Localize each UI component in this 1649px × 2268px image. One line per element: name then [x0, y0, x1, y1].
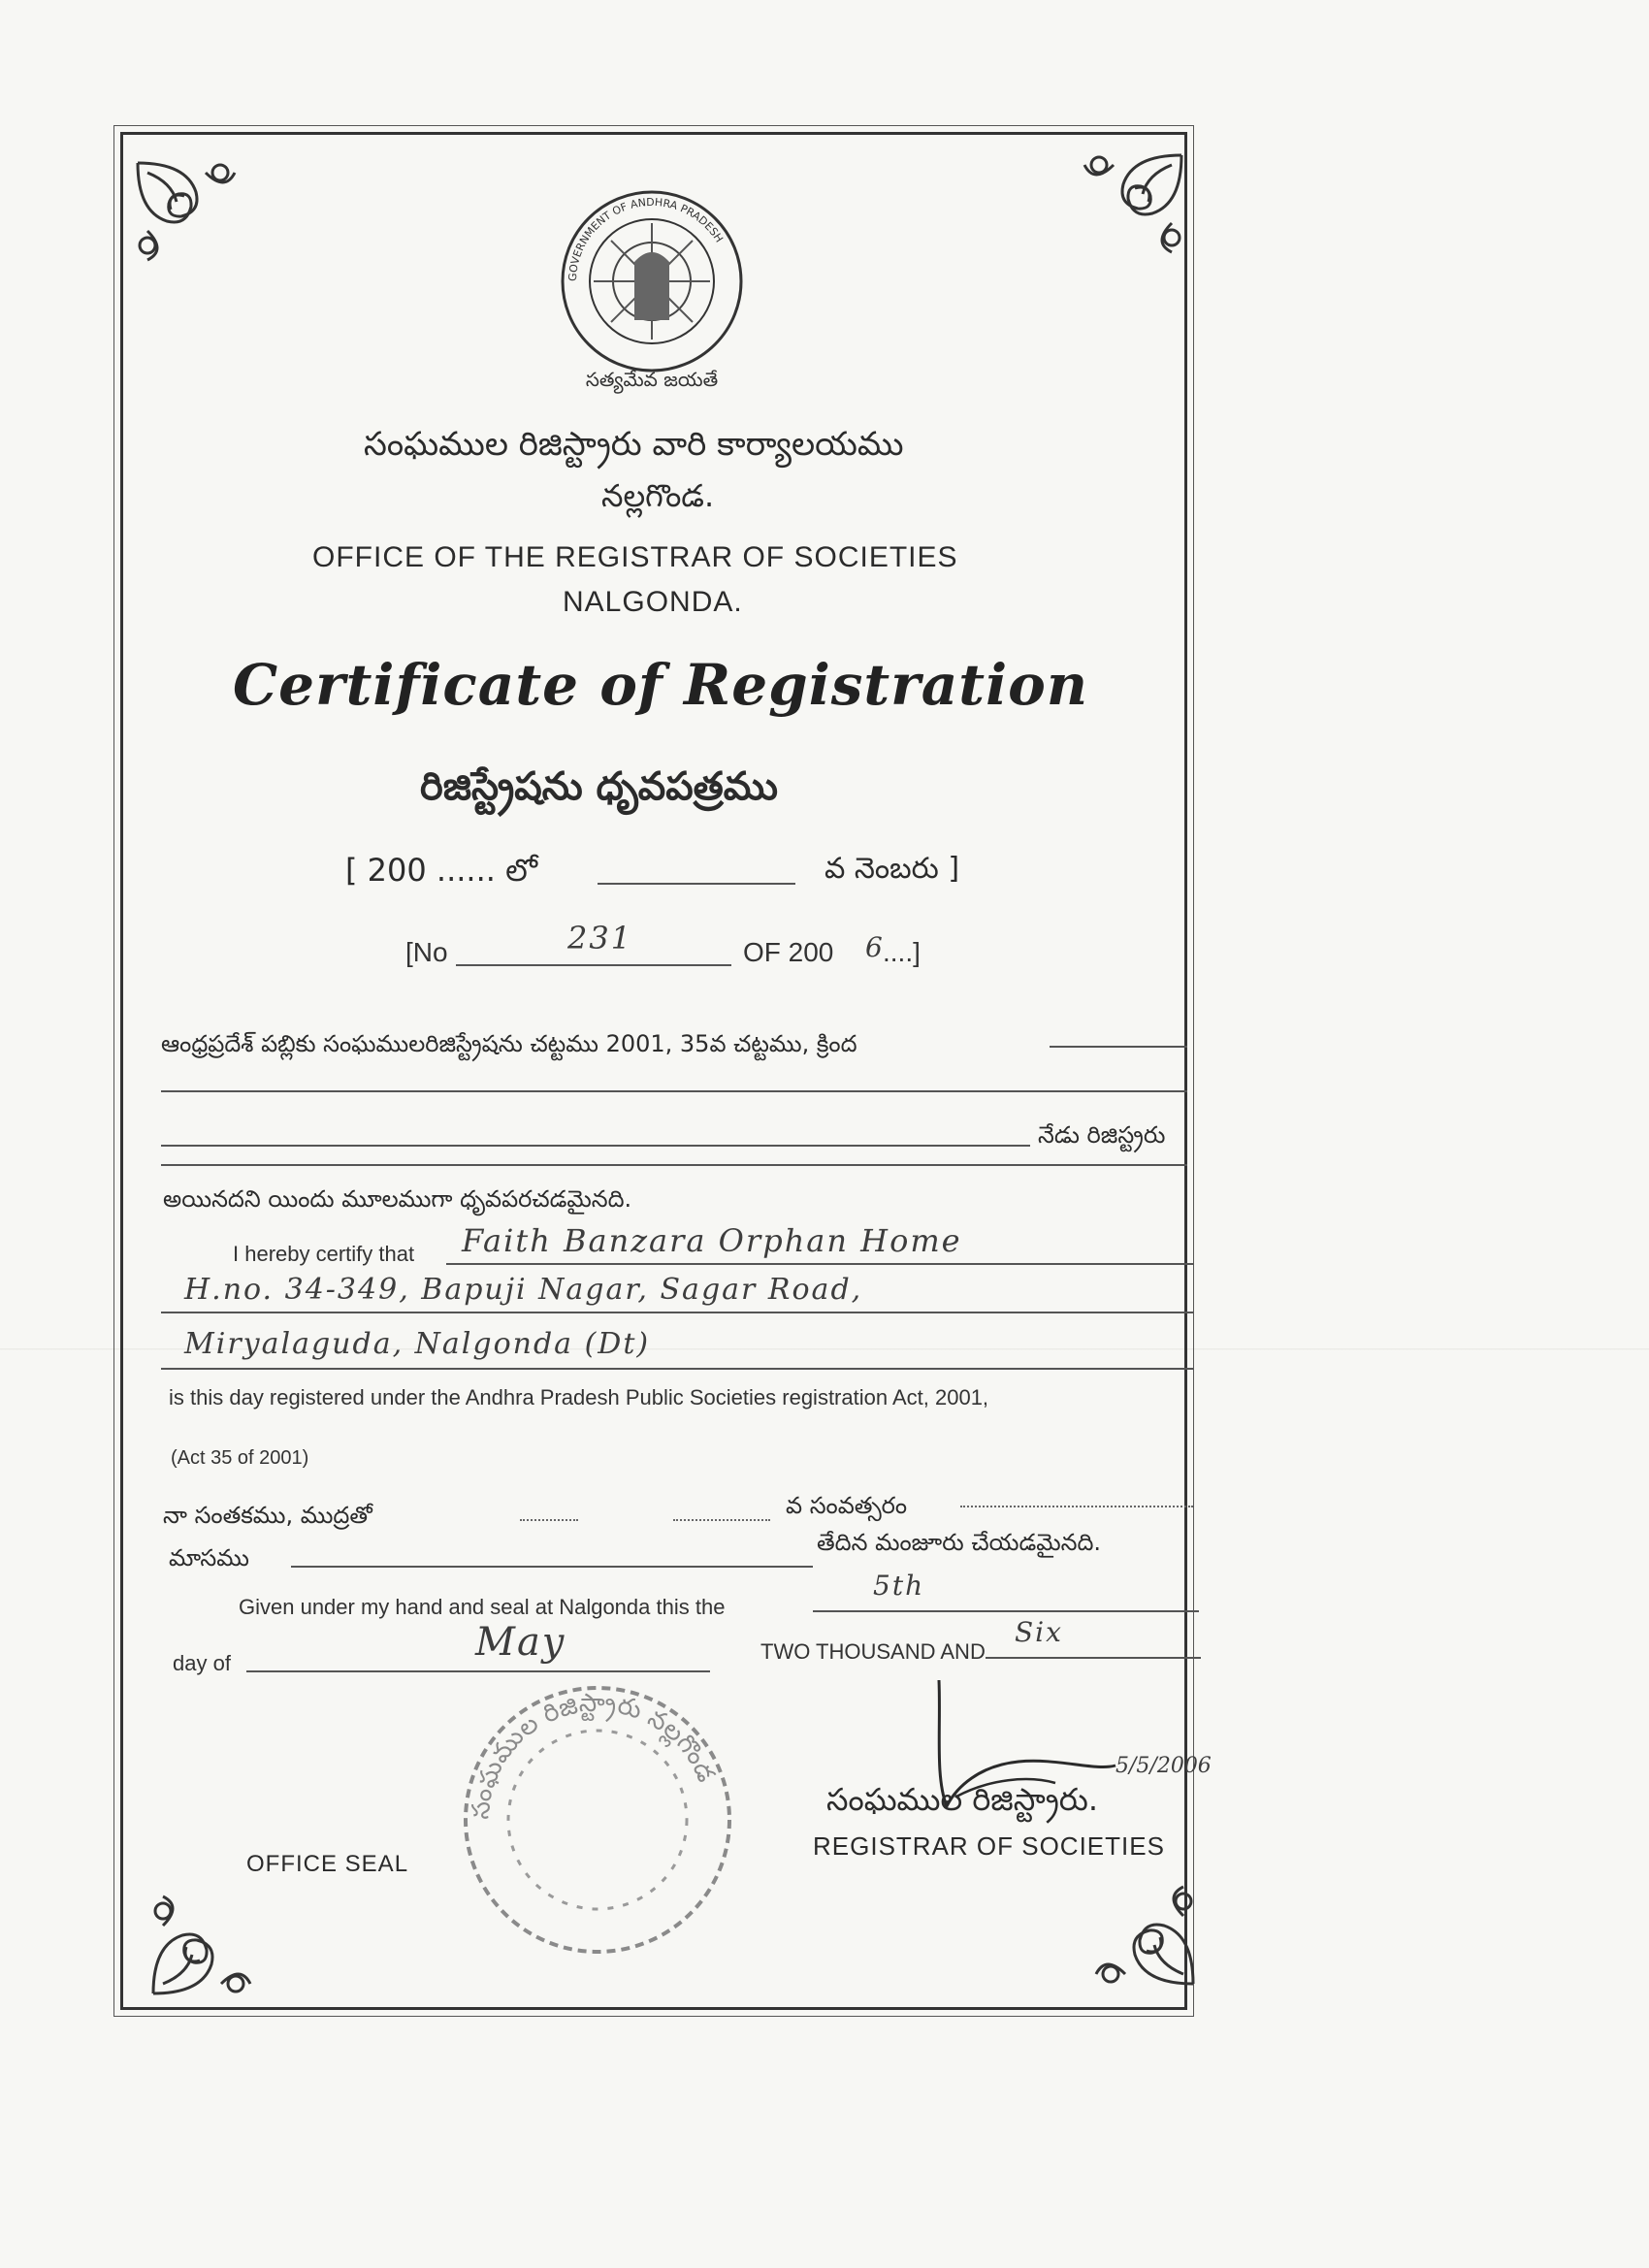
seal-ring-text: సంఘముల రిజిస్ట్రారు నల్లగొండ: [466, 1688, 722, 1821]
registration-year-digit: 6: [865, 931, 885, 963]
telugu-year-mid: వ సంవత్సరం: [786, 1492, 908, 1519]
registered-line2: (Act 35 of 2001): [171, 1447, 309, 1469]
telugu-blank-line-1: [161, 1090, 1187, 1092]
given-day-line: [813, 1610, 1199, 1612]
certify-name-line: [446, 1263, 1193, 1265]
state-emblem: [555, 184, 749, 398]
telugu-act-line: ఆంధ్రప్రదేశ్ పబ్లికు సంఘములరిజిస్ట్రేషను చట్టము 2001, 35వ చట్టము, క్రింద: [161, 1030, 857, 1057]
corner-ornament-top-right: [1065, 146, 1191, 272]
number-telugu-open: [ 200 ...... లో: [345, 852, 538, 889]
office-telugu-line1: సంఘముల రిజిస్ట్రారు వారి కార్యాలయము: [364, 425, 904, 464]
given-month: May: [475, 1620, 566, 1665]
two-thousand-label: TWO THOUSAND AND: [760, 1639, 986, 1664]
number-of: OF 200: [743, 937, 834, 967]
telugu-blank-line-2: [161, 1145, 1030, 1147]
office-english-line1: OFFICE OF THE REGISTRAR OF SOCIETIES: [312, 541, 958, 573]
number-telugu-blank: [598, 883, 795, 885]
office-telugu-line2: నల్లగొండ.: [601, 477, 715, 514]
office-seal-stamp: [454, 1676, 741, 1963]
telugu-month-suffix: తేదిన మంజూరు చేయడమైనది.: [817, 1529, 1102, 1556]
telugu-certified: అయినదని యిందు మూలముగా ధృవపరచడమైనది.: [163, 1185, 632, 1213]
telugu-year-blank-3: [960, 1506, 1193, 1507]
registration-number: 231: [567, 920, 633, 956]
certify-label: I hereby certify that: [233, 1242, 415, 1266]
given-label: Given under my hand and seal at Nalgonda this the: [239, 1595, 726, 1619]
telugu-month-prefix: మాసము: [169, 1544, 249, 1571]
certify-address-line-1: [161, 1312, 1193, 1313]
svg-text:సంఘముల రిజిస్ట్రారు నల్లగొండ: [466, 1689, 721, 1821]
telugu-year-prefix: నా సంతకము, ముద్రతో: [163, 1502, 372, 1529]
day-of-label: day of: [173, 1651, 231, 1675]
certificate-title: Certificate of Registration: [233, 652, 1088, 718]
corner-ornament-bottom-right: [1077, 1867, 1203, 1993]
office-seal-label: OFFICE SEAL: [246, 1851, 409, 1877]
telugu-year-blank-1: [520, 1519, 578, 1521]
office-english-line2: NALGONDA.: [563, 586, 743, 618]
number-prefix: [No: [405, 937, 448, 967]
registrar-telugu: సంఘముల రిజిస్ట్రారు.: [826, 1781, 1098, 1818]
year-line: [986, 1657, 1201, 1659]
society-name: Faith Banzara Orphan Home: [462, 1222, 962, 1259]
given-year: Six: [1015, 1616, 1063, 1648]
telugu-today: నేడు రిజిస్ట్రరు: [1038, 1121, 1166, 1149]
signature-date: 5/5/2006: [1116, 1754, 1212, 1778]
corner-ornament-top-left: [128, 153, 254, 279]
number-blank: [456, 964, 731, 966]
telugu-year-blank-2: [673, 1519, 770, 1521]
number-telugu-suffix: వ నెంబరు ]: [824, 852, 960, 886]
corner-ornament-bottom-left: [144, 1877, 270, 2003]
telugu-blank-line-3: [161, 1164, 1187, 1166]
registered-line1: is this day registered under the Andhra Pradesh Public Societies registration Act, 2001,: [169, 1385, 989, 1409]
month-line: [246, 1670, 710, 1672]
society-address-line2: Miryalaguda, Nalgonda (Dt): [184, 1327, 651, 1361]
registrar-english: REGISTRAR OF SOCIETIES: [813, 1831, 1165, 1861]
emblem-motto: సత్యమేవ జయతే: [585, 368, 719, 391]
society-address-line1: H.no. 34-349, Bapuji Nagar, Sagar Road,: [184, 1273, 863, 1307]
number-close: ....]: [883, 937, 921, 967]
telugu-month-blank: [291, 1566, 813, 1568]
certify-address-line-2: [161, 1368, 1193, 1370]
certificate-title-telugu: రిజిస్ట్రేషను ధృవపత్రము: [420, 764, 778, 809]
emblem-ring-text: GOVERNMENT OF ANDHRA PRADESH: [566, 195, 726, 282]
given-day: 5th: [873, 1570, 925, 1602]
telugu-act-blank: [1050, 1046, 1187, 1048]
